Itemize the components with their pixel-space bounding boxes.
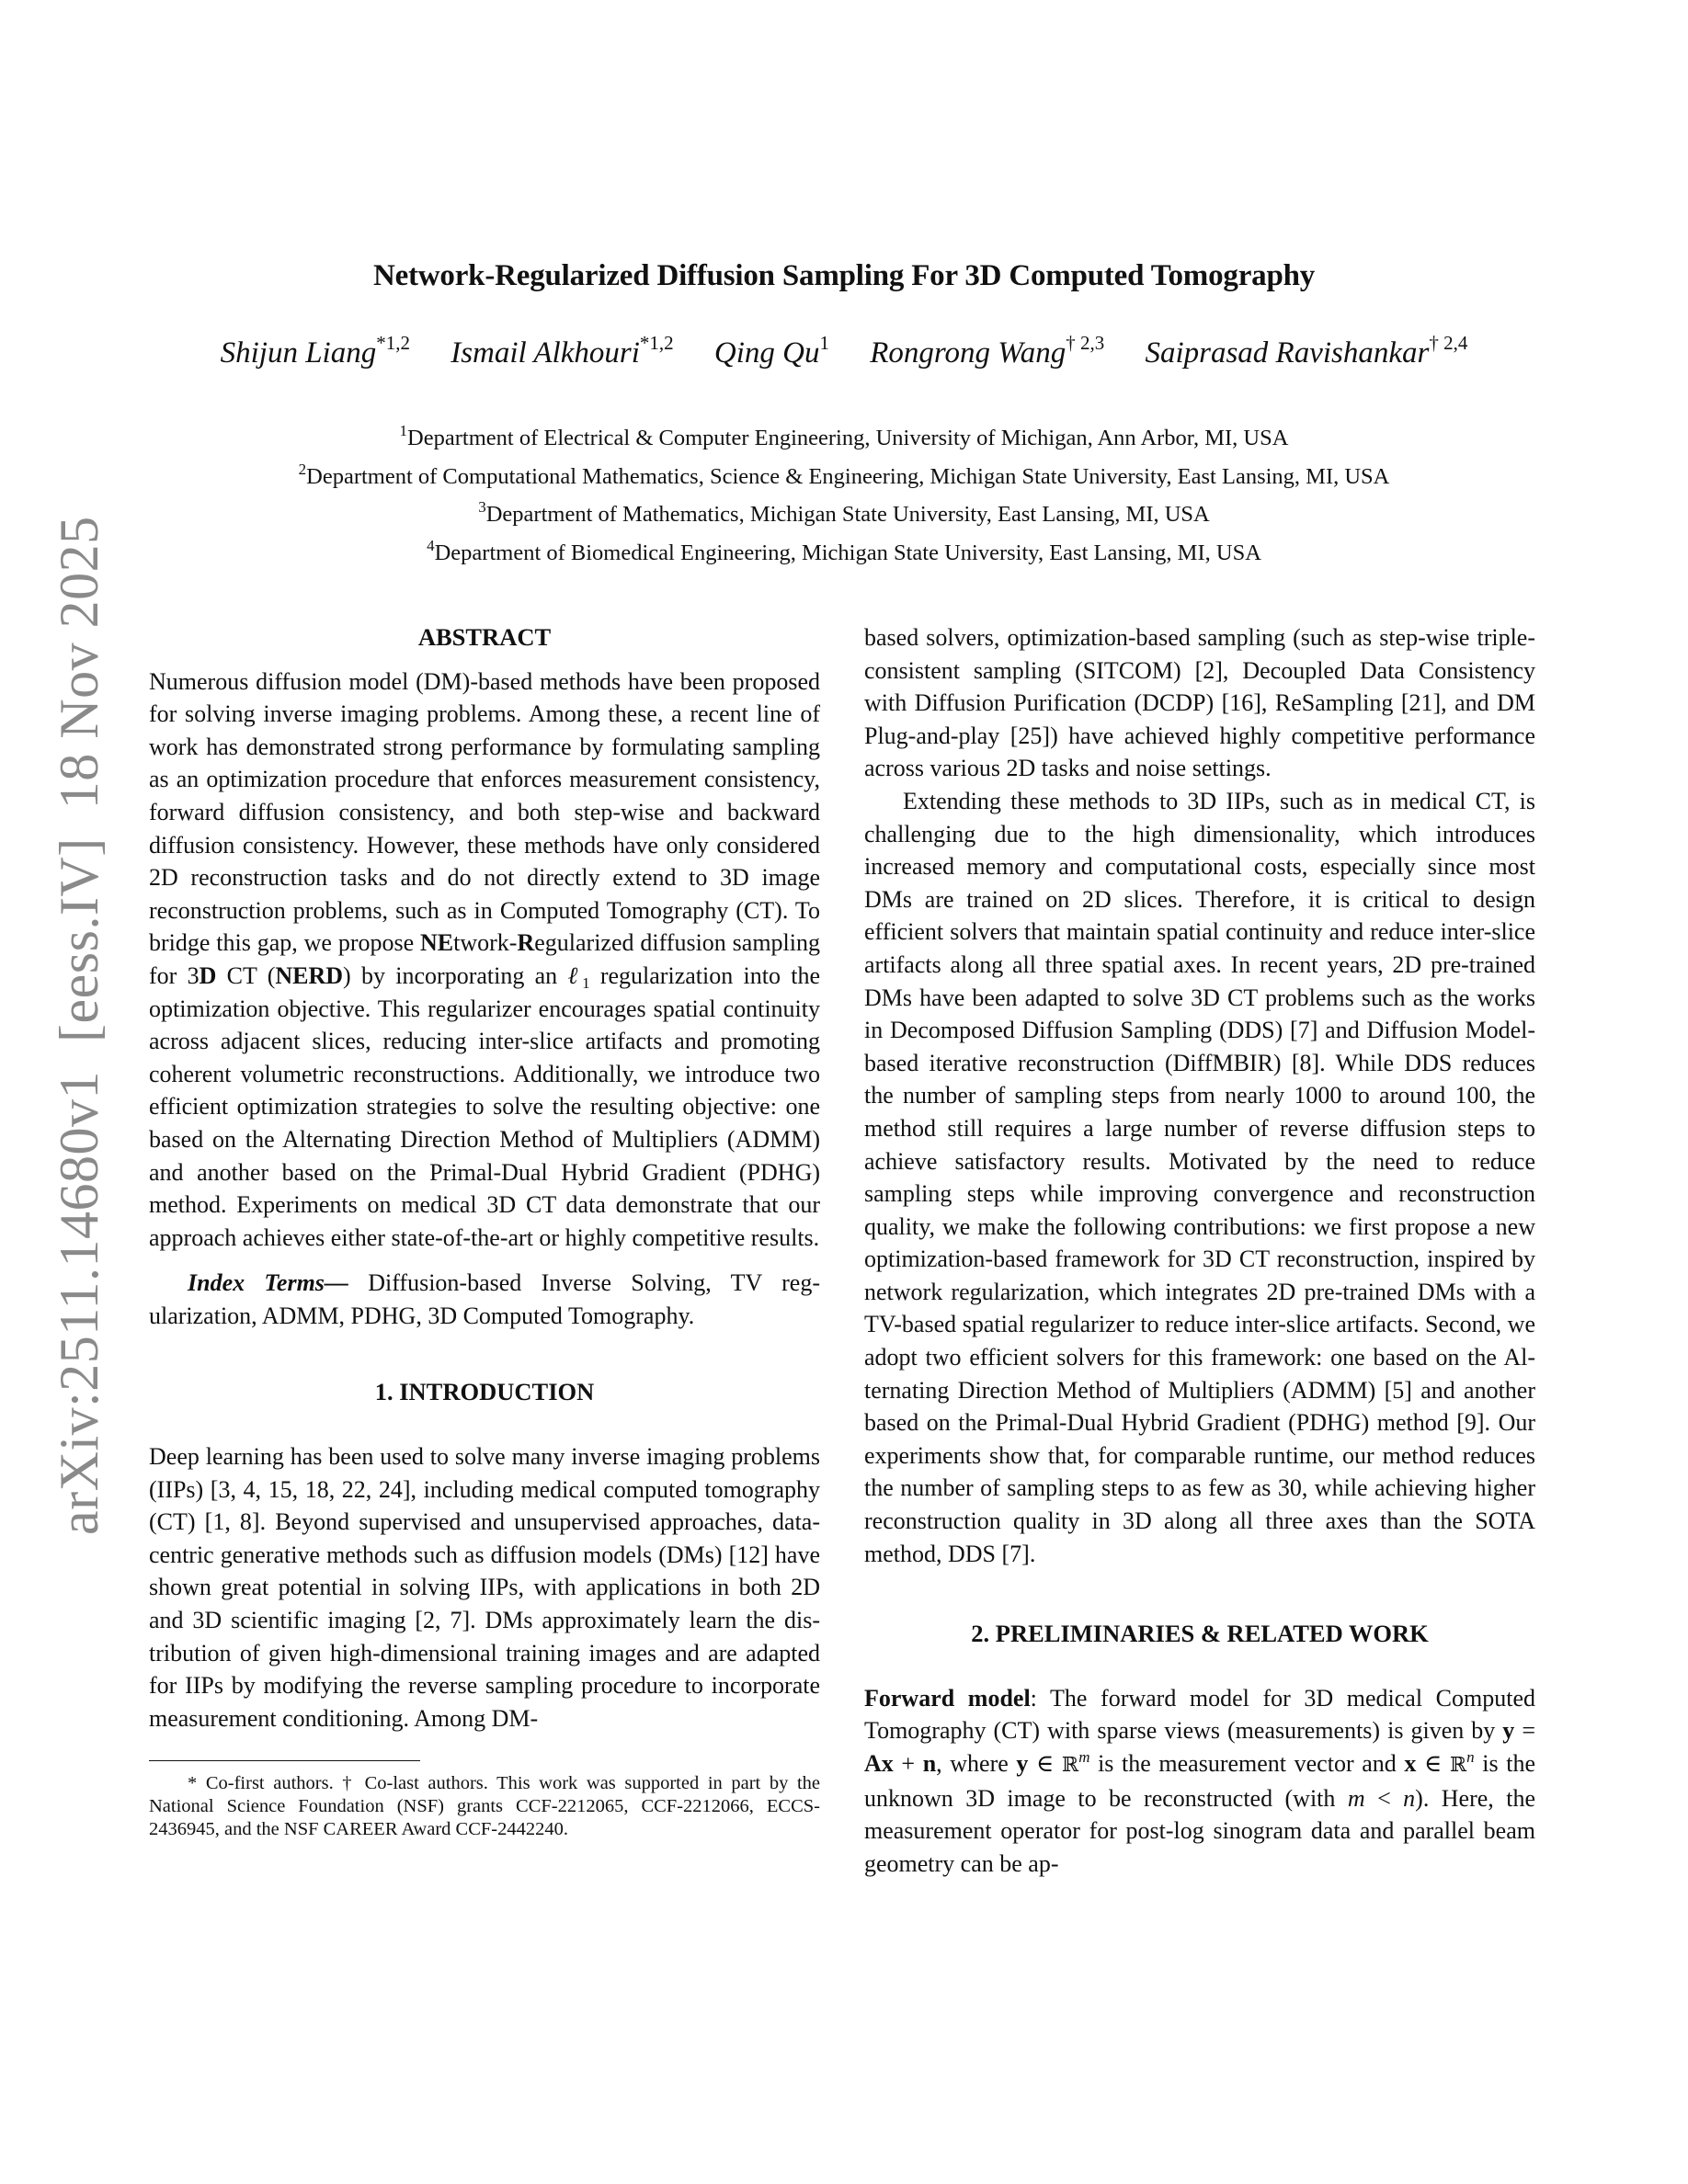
author-marks: *1,2 bbox=[639, 332, 674, 354]
bold-text: D bbox=[199, 961, 217, 989]
math-subscript: 1 bbox=[582, 973, 590, 992]
author-list bbox=[0, 332, 1688, 370]
right-column bbox=[864, 621, 1535, 1880]
math-symbol: n bbox=[1403, 1784, 1416, 1812]
author-name: Shijun Liang bbox=[220, 336, 377, 370]
affiliation bbox=[0, 534, 1688, 573]
affiliation-number: 1 bbox=[399, 422, 408, 439]
math-symbol: y bbox=[1502, 1717, 1515, 1745]
abstract-text: twork- bbox=[453, 929, 518, 957]
introduction-paragraph: Deep learning has been used to solve many inverse imaging problems (IIPs) [3, 4, 15, 18, 22, 24], including medical computed tomography (CT) [1, 8]. Beyond supervised and unsupervised approaches, data-centric generative methods such as diffusion models (DMs) [12] have shown great potential in solving IIPs, with applications in both 2D and 3D scientific imaging [2, 7]. DMs approximately learn the distribution of given high-dimensional training images and are adapted for IIPs by modifying the reverse sampling procedure to incorporate measurement conditioning. Among DM- bbox=[149, 1443, 820, 1732]
index-terms-label: Index Terms— bbox=[188, 1269, 348, 1297]
abstract-text: ) by incorporating an bbox=[343, 961, 568, 989]
author bbox=[451, 332, 674, 370]
introduction-paragraph-continued: based solvers, optimization-based sampling (such as step-wise triple-consistent sampling (SITCOM) [2], Decoupled Data Consistency with Diffusion Purification (DCDP) [16], ReSampling [21], and DM Plug-and-play [25]) have achieved highly competitive performance across various 2D tasks and noise settings. bbox=[864, 624, 1535, 782]
affiliation-text: Department of Mathematics, Michigan State University, East Lansing, MI, USA bbox=[485, 502, 1210, 527]
body-text: is the measurement vector and bbox=[1089, 1750, 1405, 1777]
author bbox=[713, 332, 829, 370]
index-terms-text: Diffusion-based Inverse Solving, TV regularization, ADMM, PDHG, 3D Computed Tomography. bbox=[149, 1269, 820, 1329]
body-text: is the unknown 3D image to be reconstructed (with bbox=[864, 1750, 1536, 1812]
arxiv-stamp: arXiv:2511.14680v1 [eess.IV] 18 Nov 2025 bbox=[49, 516, 109, 1535]
abstract-text: CT ( bbox=[216, 961, 276, 989]
math-symbol: x bbox=[1404, 1750, 1417, 1777]
footnote-divider bbox=[149, 1760, 420, 1761]
math-symbol: n bbox=[922, 1750, 937, 1777]
author-name: Qing Qu bbox=[713, 336, 820, 370]
body-text: ). Here, the measurement operator for post-log sinogram data and parallel beam geometry can be ap- bbox=[864, 1784, 1535, 1877]
paragraph-label: Forward model bbox=[864, 1684, 1031, 1712]
author-marks: *1,2 bbox=[376, 332, 410, 354]
author bbox=[870, 332, 1105, 370]
introduction-paragraph: Extending these methods to 3D IIPs, such as in medical CT, is challenging due to the high dimensionality, which introduces increased memory and computational costs, especially since most DMs are trained on 2D slices. Therefore, it is critical to design efficient solvers that maintain spatial continuity and reduce inter-slice artifacts along all three spatial axes. In recent years, 2D pre-trained DMs have been adapted to solve 3D CT problems such as the works in Decomposed Diffusion Sampling (DDS) [7] and Diffusion Model-based iterative reconstruction (DiffMBIR) [8]. While DDS reduces the number of sampling steps from nearly 1000 to around 100, the method still requires a large number of reverse diffusion steps to achieve satisfactory results. Motivated by the need to reduce sampling steps while improving convergence and reconstruction quality, we make the following contributions: we first propose a new optimization-based framework for 3D CT reconstruction, inspired by network regularization, which integrates 2D pre-trained DMs with a TV-based spatial regularizer to reduce inter-slice artifacts. Second, we adopt two efficient solvers for this framework: one based on the Alternating Direction Method of Multipliers (ADMM) [5] and another based on the Primal-Dual Hybrid Gradient (PDHG) method [9]. Our experiments show that, for comparable runtime, our method reduces the number of sampling steps to as few as 30, while achieving higher reconstruction quality in 3D along all three axes than the SOTA method, DDS [7]. bbox=[864, 787, 1535, 1567]
author-marks: † 2,3 bbox=[1066, 332, 1105, 354]
affiliation-text: Department of Electrical & Computer Engineering, University of Michigan, Ann Arbor, MI, USA bbox=[407, 426, 1289, 450]
introduction-heading: 1. INTRODUCTION bbox=[374, 1378, 595, 1406]
body-text: , where bbox=[936, 1750, 1017, 1777]
math-symbol: ℝ bbox=[1061, 1754, 1079, 1777]
footnote bbox=[149, 1772, 820, 1841]
affiliation-number: 2 bbox=[298, 460, 307, 478]
math-operator: + bbox=[893, 1750, 923, 1777]
author-marks: † 2,4 bbox=[1429, 332, 1468, 354]
math-operator: < bbox=[1364, 1784, 1404, 1812]
index-terms bbox=[149, 1267, 820, 1332]
math-symbol: ℝ bbox=[1449, 1754, 1467, 1777]
forward-model-paragraph bbox=[864, 1682, 1535, 1881]
abstract-heading: ABSTRACT bbox=[417, 623, 552, 651]
math-operator: ∈ bbox=[1416, 1750, 1450, 1777]
affiliation bbox=[0, 458, 1688, 496]
bold-text: NE bbox=[420, 929, 454, 957]
author-marks: 1 bbox=[819, 332, 829, 354]
author bbox=[1145, 332, 1468, 370]
math-symbol: Ax bbox=[864, 1750, 894, 1777]
math-superscript: n bbox=[1466, 1748, 1475, 1766]
abstract-text: regularization into the optimization objective. This regularizer encourages spatial continuity across adjacent slices, reducing inter-slice artifacts and promoting coherent volumetric reconstructions. Additionally, we introduce two efficient optimization strategies to solve the resulting objective: one based on the Alternating Direction Method of Multipliers (ADMM) and another based on the Primal-Dual Hybrid Gradient (PDHG) method. Experiments on medical 3D CT data demonstrate that our approach achieves either state-of-the-art or highly competitive results. bbox=[149, 961, 820, 1251]
math-symbol: m bbox=[1347, 1784, 1365, 1812]
preliminaries-heading: 2. PRELIMINARIES & RELATED WORK bbox=[971, 1620, 1429, 1648]
author-name: Saiprasad Ravishankar bbox=[1145, 336, 1430, 370]
affiliation-text: Department of Biomedical Engineering, Michigan State University, East Lansing, MI, USA bbox=[434, 540, 1261, 565]
affiliation-number: 4 bbox=[427, 536, 435, 554]
author bbox=[220, 332, 410, 370]
abstract-text: Numerous diffusion model (DM)-based methods have been proposed for solving inverse imaging problems. Among these, a recent line of work has demonstrated strong performance by formulating sampling as an optimization procedure that enforces measurement consistency, forward diffusion consistency, and both step-wise and backward diffusion consistency. However, these methods have only considered 2D reconstruction tasks and do not directly extend to 3D image reconstruction problems, such as in Computed Tomography (CT). To bridge this gap, we propose bbox=[149, 667, 820, 957]
math-symbol: ℓ bbox=[567, 961, 583, 989]
left-column bbox=[149, 621, 820, 1841]
abstract-body bbox=[149, 665, 820, 1255]
paper-title: Network-Regularized Diffusion Sampling For 3D Computed Tomography bbox=[372, 259, 1316, 292]
body-text: : The forward model for 3D medical Computed Tomography (CT) with sparse views (measurements) is given by bbox=[864, 1684, 1535, 1745]
abstract-text: egularized diffusion sampling for 3 bbox=[149, 929, 820, 989]
method-acronym: NERD bbox=[275, 961, 344, 989]
math-operator: ∈ bbox=[1028, 1750, 1062, 1777]
math-symbol: y bbox=[1016, 1750, 1029, 1777]
affiliation bbox=[0, 419, 1688, 458]
bold-text: R bbox=[517, 929, 535, 957]
author-name: Ismail Alkhouri bbox=[451, 336, 640, 370]
math-operator: = bbox=[1514, 1717, 1535, 1745]
affiliation-text: Department of Computational Mathematics, Science & Engineering, Michigan State University, East Lansing, MI, USA bbox=[306, 463, 1390, 489]
math-superscript: m bbox=[1078, 1748, 1090, 1766]
affiliation-number: 3 bbox=[478, 498, 486, 516]
footnote-text: * Co-first authors. † Co-last authors. This work was supported in part by the National Science Foundation (NSF) grants CCF-2212065, CCF-2212066, ECCS-2436945, and the NSF CAREER Award CCF-2442240. bbox=[149, 1773, 820, 1840]
affiliation-list bbox=[0, 419, 1688, 572]
author-name: Rongrong Wang bbox=[870, 336, 1066, 370]
affiliation bbox=[0, 495, 1688, 534]
